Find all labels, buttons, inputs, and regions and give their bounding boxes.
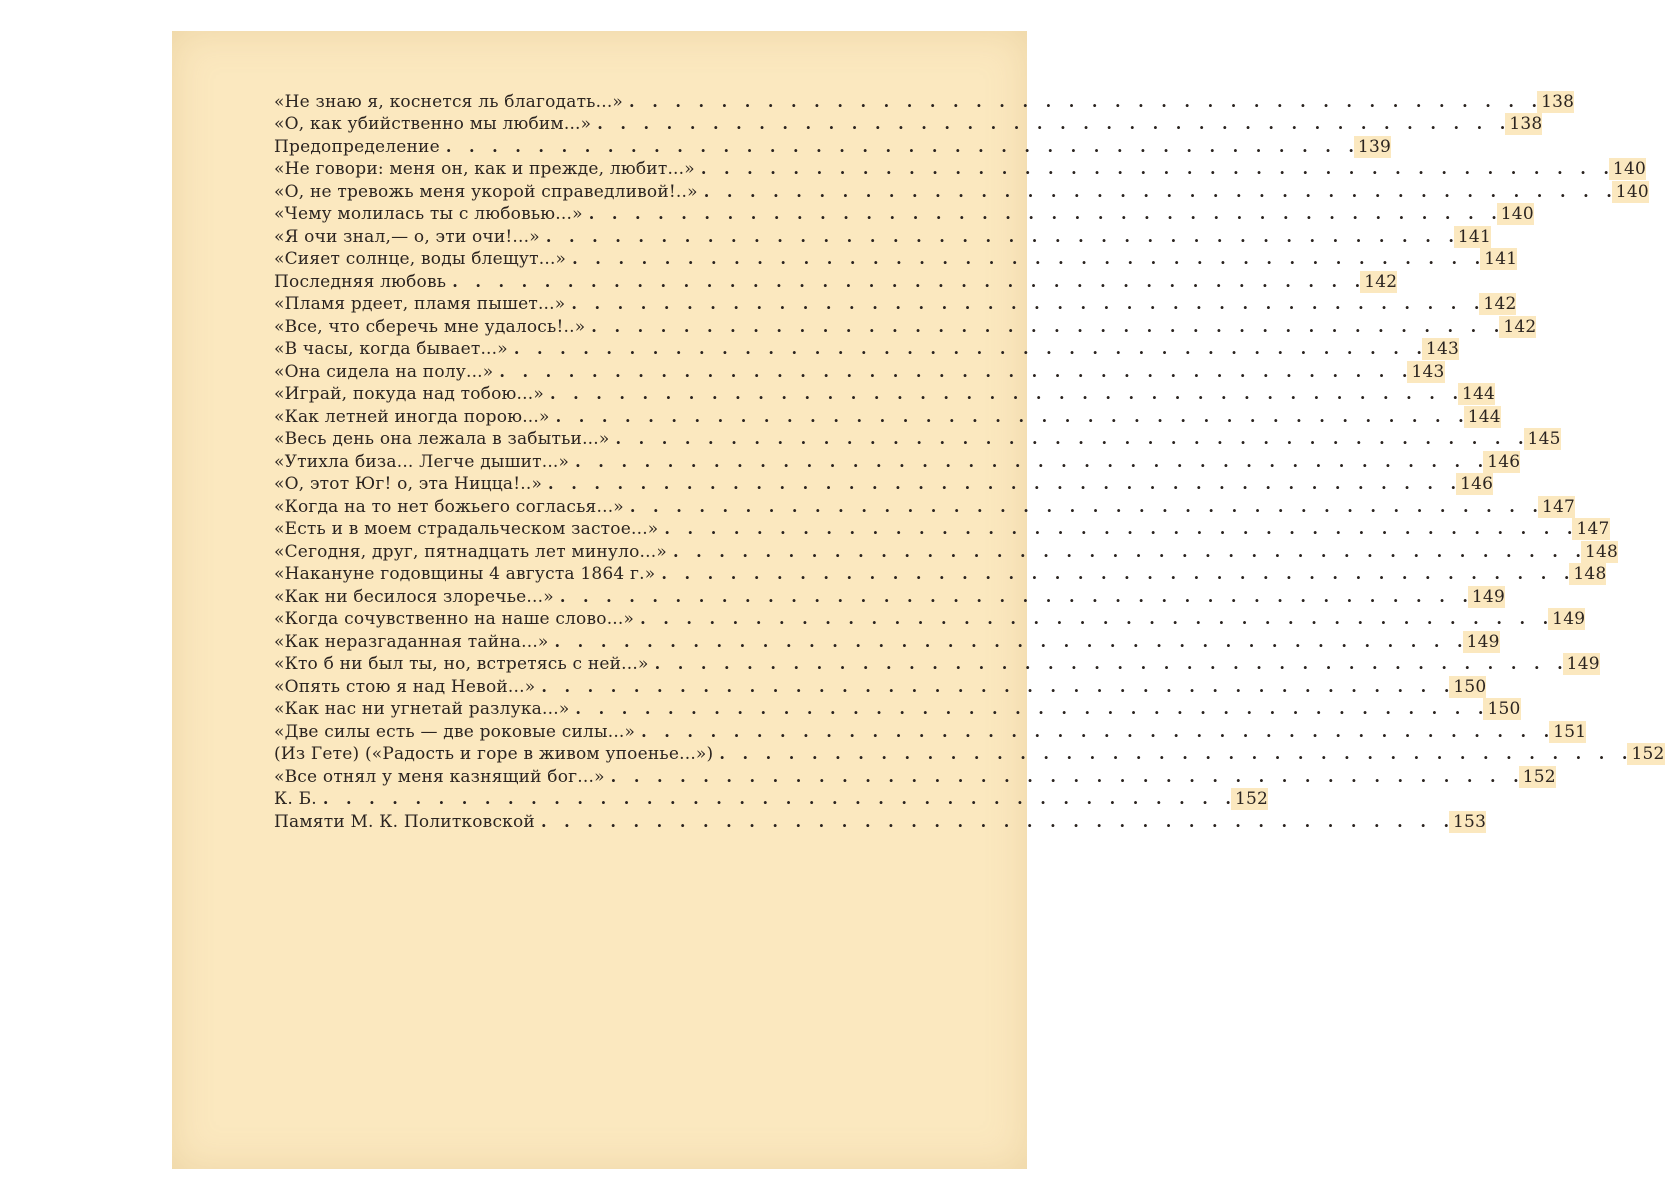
toc-entry-title: «О, этот Юг! о, эта Ницца!..» [274, 473, 548, 495]
toc-entry-page-number: 149 [1563, 653, 1600, 675]
toc-entry-page-number: 140 [1612, 181, 1649, 203]
toc-entry [274, 203, 1534, 226]
toc-dot-leader: . . . . . . . . . . . . . . . . . . . . . . . . . . . . . . . . . . . . . . . . [445, 136, 1354, 156]
toc-entry-title: «Утихла биза... Легче дышит...» [274, 451, 575, 473]
toc-dot-leader: . . . . . . . . . . . . . . . . . . . . . . . . . . . . . . . . . . . . . . . . [615, 429, 1524, 448]
toc-entry-page-number: 148 [1581, 541, 1618, 563]
toc-dot-leader: . . . . . . . . . . . . . . . . . . . . . . . . . . . . . . . . . . . . . . . . [641, 721, 1550, 741]
toc-entry-title: «Кто б ни был ты, но, встретясь с ней...» [274, 653, 655, 675]
toc-entry [274, 720, 1587, 743]
toc-dot-leader: . . . . . . . . . . . . . . . . . . . . . . . . . . . . . . . . . . . . . . . . [541, 676, 1450, 696]
toc-dot-leader: . . . . . . . . . . . . . . . . . . . . . . . . . . . . . . . . . . . . . . . . [540, 811, 1450, 831]
toc-entry-title: «Весь день она лежала в забытьи...» [274, 428, 615, 450]
toc-dot-leader: . . . . . . . . . . . . . . . . . . . . . . . . . . . . . . . . . . . . . . . . [610, 766, 1519, 786]
toc-entry-page-number: 149 [1548, 608, 1585, 630]
toc-entry-title: «Как летней иногда порою...» [274, 406, 556, 428]
toc-dot-leader: . . . . . . . . . . . . . . . . . . . . . . . . . . . . . . . . . . . . . . . . [513, 339, 1422, 358]
toc-entry-title: «Все, что сберечь мне удалось!..» [274, 316, 591, 338]
toc-entry-title: «О, не тревожь меня укорой справедливой!..» [274, 181, 704, 203]
toc-entry-title: «Как неразгаданная тайна...» [274, 631, 555, 653]
toc-entry-title: «Когда сочувственно на наше слово...» [274, 608, 640, 630]
toc-dot-leader: . . . . . . . . . . . . . . . . . . . . . . . . . . . . . . . . . . . . . . . . [703, 181, 1612, 201]
toc-entry-title: «Она сидела на полу...» [274, 361, 499, 383]
toc-entry-title: «Накануне годовщины 4 августа 1864 г.» [274, 563, 661, 585]
toc-dot-leader: . . . . . . . . . . . . . . . . . . . . . . . . . . . . . . . . . . . . . . . . [322, 789, 1231, 808]
toc-entry [274, 495, 1576, 518]
toc-entry-title: «Я очи знал,— о, эти очи!...» [274, 226, 546, 248]
toc-dot-leader: . . . . . . . . . . . . . . . . . . . . . . . . . . . . . . . . . . . . . . . . [588, 204, 1497, 223]
toc-dot-leader: . . . . . . . . . . . . . . . . . . . . . . . . . . . . . . . . . . . . . . . . [571, 294, 1480, 313]
toc-entry-page-number: 152 [1231, 788, 1268, 810]
toc-entry [274, 405, 1501, 428]
toc-entry [274, 765, 1556, 788]
toc-entry [274, 113, 1543, 136]
toc-entry-page-number: 152 [1627, 743, 1664, 765]
toc-entry-page-number: 149 [1463, 631, 1500, 653]
toc-entry-title: Предопределение [274, 136, 446, 158]
toc-entry-title: «Есть и в моем страдальческом застое...» [274, 518, 664, 540]
toc-entry [274, 698, 1521, 721]
toc-dot-leader: . . . . . . . . . . . . . . . . . . . . . . . . . . . . . . . . . . . . . . . . [629, 496, 1538, 516]
toc-entry-page-number: 140 [1609, 158, 1646, 180]
toc-entry [274, 653, 1600, 676]
toc-entry [274, 158, 1646, 181]
toc-entry-page-number: 142 [1360, 271, 1397, 293]
toc-entry-title: Последняя любовь [274, 271, 452, 293]
toc-entry-title: К. Б. [274, 788, 323, 810]
toc-entry [274, 743, 1665, 766]
toc-entry-title: (Из Гете) («Радость и горе в живом упоенье...») [274, 743, 719, 765]
toc-entry [274, 383, 1496, 406]
toc-entry-title: «В часы, когда бывает...» [274, 338, 514, 360]
toc-entry-title: «Играй, покуда над тобою...» [274, 383, 550, 405]
toc-entry-title: «Две силы есть — две роковые силы...» [274, 721, 641, 743]
toc-dot-leader: . . . . . . . . . . . . . . . . . . . . . . . . . . . . . . . . . . . . . . . . [640, 609, 1549, 628]
toc-entry [274, 270, 1398, 293]
toc-dot-leader: . . . . . . . . . . . . . . . . . . . . . . . . . . . . . . . . . . . . . . . . [700, 159, 1609, 178]
toc-dot-leader: . . . . . . . . . . . . . . . . . . . . . . . . . . . . . . . . . . . . . . . . [629, 91, 1538, 111]
toc-entry-page-number: 141 [1480, 248, 1517, 270]
toc-entry-page-number: 146 [1456, 473, 1493, 495]
toc-entry [274, 563, 1607, 586]
toc-entry-title: «Пламя рдеет, пламя пышет...» [274, 293, 571, 315]
toc-entry-title: «Как нас ни угнетай разлука...» [274, 698, 575, 720]
toc-entry-page-number: 151 [1549, 721, 1586, 743]
toc-dot-leader: . . . . . . . . . . . . . . . . . . . . . . . . . . . . . . . . . . . . . . . . [654, 654, 1563, 673]
table-of-contents [274, 90, 1665, 833]
toc-dot-leader: . . . . . . . . . . . . . . . . . . . . . . . . . . . . . . . . . . . . . . . . [452, 271, 1361, 291]
toc-entry-page-number: 144 [1458, 383, 1495, 405]
toc-entry-page-number: 150 [1483, 698, 1520, 720]
toc-dot-leader: . . . . . . . . . . . . . . . . . . . . . . . . . . . . . . . . . . . . . . . . [575, 699, 1484, 718]
toc-entry-title: «Когда на то нет божьего согласья...» [274, 496, 630, 518]
toc-dot-leader: . . . . . . . . . . . . . . . . . . . . . . . . . . . . . . . . . . . . . . . . [555, 406, 1464, 426]
toc-dot-leader: . . . . . . . . . . . . . . . . . . . . . . . . . . . . . . . . . . . . . . . . [545, 226, 1454, 246]
toc-entry [274, 608, 1586, 631]
toc-entry [274, 225, 1491, 248]
toc-entry-title: «Сияет солнце, воды блещут...» [274, 248, 572, 270]
toc-entry-page-number: 143 [1422, 338, 1459, 360]
toc-dot-leader: . . . . . . . . . . . . . . . . . . . . . . . . . . . . . . . . . . . . . . . . [591, 316, 1500, 336]
toc-entry-title: «О, как убийственно мы любим...» [274, 113, 597, 135]
toc-dot-leader: . . . . . . . . . . . . . . . . . . . . . . . . . . . . . . . . . . . . . . . . [554, 631, 1463, 651]
toc-entry [274, 450, 1521, 473]
toc-entry-page-number: 141 [1454, 226, 1491, 248]
toc-entry [274, 630, 1500, 653]
toc-dot-leader: . . . . . . . . . . . . . . . . . . . . . . . . . . . . . . . . . . . . . . . . [661, 564, 1570, 583]
toc-entry-page-number: 147 [1572, 518, 1609, 540]
toc-dot-leader: . . . . . . . . . . . . . . . . . . . . . . . . . . . . . . . . . . . . . . . . [672, 541, 1581, 561]
toc-entry [274, 248, 1518, 271]
toc-entry-title: «Чему молилась ты с любовью...» [274, 203, 589, 225]
toc-entry-page-number: 140 [1497, 203, 1534, 225]
toc-dot-leader: . . . . . . . . . . . . . . . . . . . . . . . . . . . . . . . . . . . . . . . . [719, 744, 1628, 763]
toc-dot-leader: . . . . . . . . . . . . . . . . . . . . . . . . . . . . . . . . . . . . . . . . [597, 114, 1506, 133]
toc-entry-page-number: 142 [1499, 316, 1536, 338]
toc-entry-title: «Не говори: меня он, как и прежде, любит...» [274, 158, 701, 180]
toc-entry [274, 360, 1445, 383]
toc-entry [274, 675, 1487, 698]
toc-dot-leader: . . . . . . . . . . . . . . . . . . . . . . . . . . . . . . . . . . . . . . . . [548, 474, 1457, 493]
toc-entry [274, 518, 1610, 541]
toc-entry [274, 540, 1619, 563]
toc-entry-page-number: 144 [1464, 406, 1501, 428]
toc-entry-page-number: 146 [1483, 451, 1520, 473]
toc-entry [274, 180, 1649, 203]
toc-entry-page-number: 143 [1407, 361, 1444, 383]
toc-entry [274, 135, 1391, 158]
toc-entry [274, 473, 1494, 496]
toc-entry-page-number: 153 [1449, 811, 1486, 833]
toc-entry-page-number: 138 [1537, 91, 1574, 113]
toc-entry-page-number: 139 [1354, 136, 1391, 158]
toc-dot-leader: . . . . . . . . . . . . . . . . . . . . . . . . . . . . . . . . . . . . . . . . [559, 586, 1468, 606]
toc-entry [274, 338, 1459, 361]
toc-entry-page-number: 152 [1519, 766, 1556, 788]
toc-entry-title: «Все отнял у меня казнящий бог...» [274, 766, 611, 788]
toc-entry-title: «Сегодня, друг, пятнадцать лет минуло...» [274, 541, 673, 563]
toc-entry-title: «Опять стою я над Невой...» [274, 676, 541, 698]
toc-entry-page-number: 145 [1524, 428, 1561, 450]
toc-dot-leader: . . . . . . . . . . . . . . . . . . . . . . . . . . . . . . . . . . . . . . . . [575, 451, 1484, 471]
toc-entry-page-number: 142 [1479, 293, 1516, 315]
toc-entry [274, 788, 1268, 811]
toc-entry-title: «Как ни бесилося злоречье...» [274, 586, 560, 608]
toc-entry [274, 585, 1505, 608]
toc-entry-page-number: 138 [1505, 113, 1542, 135]
toc-dot-leader: . . . . . . . . . . . . . . . . . . . . . . . . . . . . . . . . . . . . . . . . [499, 361, 1408, 381]
toc-entry-page-number: 149 [1468, 586, 1505, 608]
toc-entry [274, 90, 1575, 113]
toc-entry [274, 293, 1517, 316]
toc-entry-title: Памяти М. К. Политковской [274, 811, 541, 833]
toc-entry [274, 428, 1561, 451]
toc-entry-page-number: 150 [1449, 676, 1486, 698]
toc-entry-title: «Не знаю я, коснется ль благодать...» [274, 91, 629, 113]
toc-entry [274, 315, 1537, 338]
toc-dot-leader: . . . . . . . . . . . . . . . . . . . . . . . . . . . . . . . . . . . . . . . . [664, 519, 1573, 538]
toc-dot-leader: . . . . . . . . . . . . . . . . . . . . . . . . . . . . . . . . . . . . . . . . [572, 249, 1481, 268]
toc-entry-page-number: 148 [1569, 563, 1606, 585]
toc-dot-leader: . . . . . . . . . . . . . . . . . . . . . . . . . . . . . . . . . . . . . . . . [549, 384, 1459, 403]
toc-entry-page-number: 147 [1538, 496, 1575, 518]
toc-entry [274, 810, 1487, 833]
